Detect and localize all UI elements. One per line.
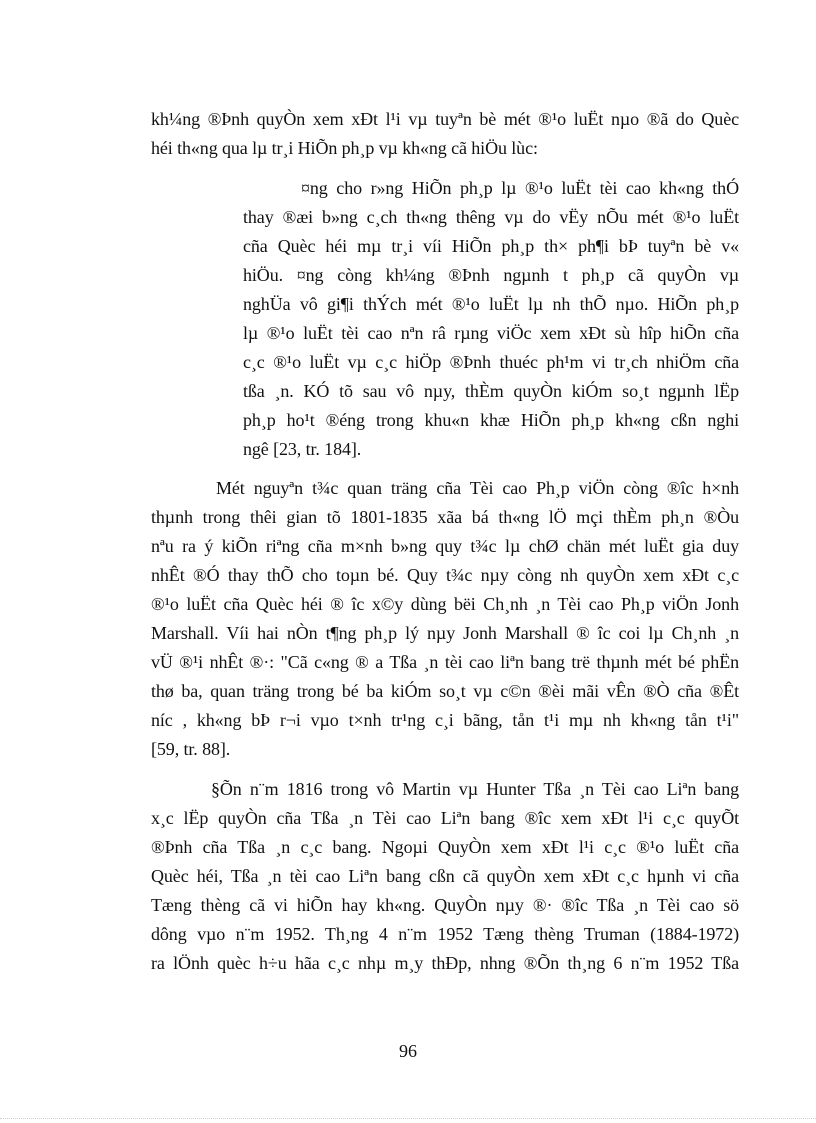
text-line: Mét nguyªn t¾c quan träng cña Tèi cao Ph¸p viÖn còng ®îc h×nh: [216, 478, 739, 498]
text-line: ra lÖnh quèc h÷u hãa c¸c nhµ m¸y thÐp, nhng ®Õn th¸ng 6 n¨m 1952 Tßa: [151, 953, 739, 973]
text-line: [59, tr. 88].: [151, 739, 231, 759]
text-line: x¸c lËp quyÒn cña Tßa ¸n Tèi cao Liªn bang ®îc xem xÐt l¹i c¸c quyÕt: [151, 808, 739, 828]
text-line: nªu ra ý kiÕn riªng cña m×nh b»ng quy t¾c lµ chØ chän mét luËt gia duy: [151, 536, 739, 556]
page-bottom-divider: [0, 1118, 816, 1119]
quote-line: nghÜa vô gi¶i thÝch mét ®¹o luËt lµ nh thÕ nµo. HiÕn ph¸p: [243, 294, 739, 314]
quote-line: tßa ¸n. KÓ tõ sau vô nµy, thÈm quyÒn kiÓm so¸t ngµnh lËp: [243, 381, 739, 401]
text-line: dông vµo n¨m 1952. Th¸ng 4 n¨m 1952 Tæng thèng Truman (1884-1972): [151, 924, 739, 944]
quote-line: ¤ng cho r»ng HiÕn ph¸p lµ ®¹o luËt tèi cao kh«ng thÓ: [301, 178, 739, 198]
text-line: Marshall. Víi hai nÒn t¶ng ph¸p lý nµy Jonh Marshall ® îc coi lµ Ch¸nh ¸n: [151, 623, 739, 643]
text-line: §Õn n¨m 1816 trong vô Martin vµ Hunter Tßa ¸n Tèi cao Liªn bang: [211, 779, 739, 799]
quote-line: hiÖu. ¤ng còng kh¼ng ®Þnh ngµnh t ph¸p cã quyÒn vµ: [243, 265, 739, 285]
text-line: ®Þnh cña Tßa ¸n c¸c bang. Ngoµi QuyÒn xem xÐt l¹i c¸c ®¹o luËt cña: [151, 837, 739, 857]
text-line: ®¹o luËt cña Quèc héi ® îc x©y dùng bëi Ch¸nh ¸n Tèi cao Ph¸p viÖn Jonh: [151, 594, 739, 614]
text-line: nhÊt ®Ó thay thÕ cho toµn bé. Quy t¾c nµy còng nh quyÒn xem xÐt c¸c: [151, 565, 739, 585]
quote-line: cña Quèc héi mµ tr¸i víi HiÕn ph¸p th× ph¶i bÞ tuyªn bè v«: [243, 236, 739, 256]
text-line: níc , kh«ng bÞ r¬i vµo t×nh tr¹ng c¸i bãng, tån t¹i mµ nh kh«ng tån t¹i": [151, 710, 739, 730]
quote-line: ngê [23, tr. 184].: [243, 439, 362, 459]
text-line: Quèc héi, Tßa ¸n tèi cao Liªn bang cßn cã quyÒn xem xÐt c¸c hµnh vi cña: [151, 866, 739, 886]
quote-line: ph¸p ho¹t ®éng trong khu«n khæ HiÕn ph¸p kh«ng cßn nghi: [243, 410, 739, 430]
text-line: héi th«ng qua lµ tr¸i HiÕn ph¸p vµ kh«ng cã hiÖu lùc:: [151, 138, 538, 158]
quote-line: c¸c ®¹o luËt vµ c¸c hiÖp ®Þnh thuéc ph¹m vi tr¸ch nhiÖm cña: [243, 352, 739, 372]
text-line: thµnh trong thêi gian tõ 1801-1835 xãa bá th«ng lÖ mçi thÈm ph¸n ®Òu: [151, 507, 739, 527]
quote-line: lµ ®¹o luËt tèi cao nªn râ rµng viÖc xem xÐt sù hîp hiÕn cña: [243, 323, 739, 343]
quote-line: thay ®æi b»ng c¸ch th«ng thêng vµ do vËy nÕu mét ®¹o luËt: [243, 207, 739, 227]
text-line: thø ba, quan träng trong bé ba kiÓm so¸t vµ c©n ®èi mãi vÊn ®Ò cña ®Êt: [151, 681, 739, 701]
text-line: Tæng thèng cã vi hiÕn hay kh«ng. QuyÒn nµy ®· ®îc Tßa ¸n Tèi cao sö: [151, 895, 739, 915]
text-line: vÜ ®¹i nhÊt ®·: "Cã c«ng ® a Tßa ¸n tèi cao liªn bang trë thµnh mét bé phËn: [151, 652, 739, 672]
text-line: kh¼ng ®Þnh quyÒn xem xÐt l¹i vµ tuyªn bè mét ®¹o luËt nµo ®ã do Quèc: [151, 109, 739, 129]
page-number: 96: [399, 1041, 417, 1061]
